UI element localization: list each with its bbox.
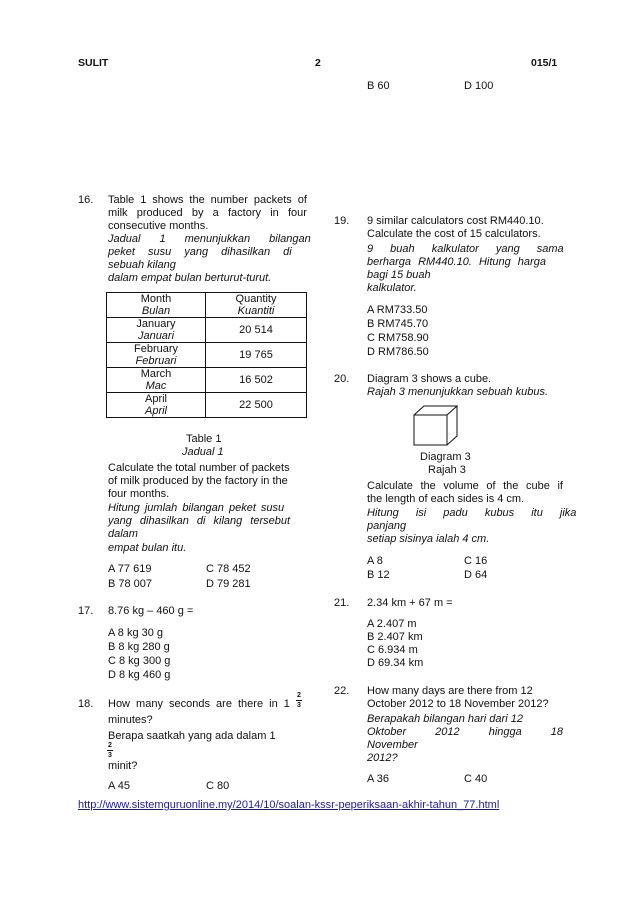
q17-option-d[interactable]: D 8 kg 460 g — [108, 669, 171, 681]
month-ms: Januari — [137, 330, 175, 342]
table-header-quantity — [206, 293, 307, 318]
q20-option-b[interactable]: B 12 — [367, 569, 390, 581]
q18-fraction-en — [296, 692, 302, 709]
q20-option-c[interactable]: C 16 — [464, 555, 488, 567]
q19-option-c[interactable]: C RM758.90 — [367, 332, 429, 344]
q22-en-line-1: How many days are there from 12 — [367, 685, 533, 697]
diagram-caption-en: Diagram 3 — [420, 451, 471, 463]
q16-ask-ms-2: yang dihasilkan di kilang tersebut — [108, 515, 291, 527]
prev-option-d: D 100 — [464, 80, 494, 92]
table-caption-en: Table 1 — [186, 433, 222, 445]
table-header-row — [107, 293, 307, 318]
q22-number: 22. — [334, 685, 350, 697]
q19-number: 19. — [334, 215, 350, 227]
q16-ask-en-2: of milk produced by the factory in the — [108, 475, 288, 487]
q21-text: 2.34 km + 67 m = — [367, 597, 453, 609]
q18-option-c[interactable]: C 80 — [206, 780, 230, 792]
q19-ms-line-3: bagi 15 buah — [367, 269, 431, 281]
q19-ms-line-2: berharga RM440.10. Hitung harga — [367, 256, 546, 268]
q20-number: 20. — [334, 373, 350, 385]
q22-ms-line-3: November — [367, 739, 418, 751]
q16-option-c[interactable]: C 78 452 — [206, 563, 251, 575]
fraction-numerator: 2 — [297, 692, 301, 699]
table-header-month — [107, 293, 206, 318]
paper-code: 015/1 — [531, 57, 558, 69]
header-sulit: SULIT — [78, 57, 109, 69]
q21-option-c[interactable]: C 6.934 m — [367, 644, 418, 656]
q16-ask-ms-4: empat bulan itu. — [108, 542, 187, 554]
q19-option-a[interactable]: A RM733.50 — [367, 304, 428, 316]
q20-en: Diagram 3 shows a cube. — [367, 373, 492, 385]
table-cell-month — [107, 343, 206, 368]
q22-ms-line-1: Berapakah bilangan hari dari 12 — [367, 713, 523, 725]
header-qty-en: Quantity — [235, 293, 277, 305]
table-row — [107, 368, 307, 393]
q18-fraction-ms — [107, 742, 113, 759]
fraction-denominator: 3 — [297, 702, 301, 709]
q16-number: 16. — [78, 194, 94, 206]
month-ms: April — [144, 405, 167, 417]
q18-en-line-1: How many seconds are there in 1 — [108, 698, 290, 710]
q19-ms-line-1: 9 buah kalkulator yang sama — [367, 243, 564, 255]
q16-ask-en-1: Calculate the total number of packets — [108, 462, 290, 474]
q16-en-line-1: Table 1 shows the number packets of — [108, 194, 307, 206]
q22-ms-line-4: 2012? — [367, 752, 398, 764]
fraction-denominator: 3 — [108, 752, 112, 759]
month-ms: Mac — [145, 380, 167, 392]
q18-option-a[interactable]: A 45 — [108, 780, 131, 792]
q16-ms-line-1: Jadual 1 menunjukkan bilangan — [108, 233, 311, 245]
q17-option-c[interactable]: C 8 kg 300 g — [108, 655, 171, 667]
table-row — [107, 318, 307, 343]
q17-text: 8.76 kg – 460 g = — [108, 605, 194, 617]
q16-ms-line-2: peket susu yang dihasilkan di — [108, 246, 292, 258]
fraction-numerator: 2 — [108, 742, 112, 749]
q21-option-b[interactable]: B 2.407 km — [367, 631, 423, 643]
q19-option-b[interactable]: B RM745.70 — [367, 318, 429, 330]
table-cell-quantity: 22 500 — [206, 393, 307, 418]
q22-ms-line-2: Oktober 2012 hingga 18 — [367, 726, 564, 738]
cube-diagram — [413, 405, 459, 447]
table-cell-month — [107, 368, 206, 393]
q18-ms-line-2: minit? — [108, 760, 138, 772]
q21-option-a[interactable]: A 2.407 m — [367, 618, 417, 630]
q16-option-d[interactable]: D 79 281 — [206, 578, 251, 590]
q18-ms-line-1: Berapa saatkah yang ada dalam 1 — [108, 730, 276, 742]
q18-number: 18. — [78, 698, 94, 710]
table-cell-quantity: 20 514 — [206, 318, 307, 343]
month-en: April — [144, 393, 167, 405]
q16-ask-ms-1: Hitung jumlah bilangan peket susu — [108, 502, 285, 514]
q22-en-line-2: October 2012 to 18 November 2012? — [367, 698, 549, 710]
month-en: January — [136, 318, 176, 330]
q16-ms-line-4: dalam empat bulan berturut-turut. — [108, 272, 272, 284]
table-row — [107, 393, 307, 418]
q18-en-line-2: minutes? — [108, 714, 153, 726]
diagram-caption-ms: Rajah 3 — [428, 464, 466, 476]
q20-option-a[interactable]: A 8 — [367, 555, 383, 567]
table-caption-ms: Jadual 1 — [182, 446, 224, 458]
header-month-en: Month — [140, 293, 172, 305]
source-url-link[interactable]: http://www.sistemguruonline.my/2014/10/soalan-kssr-peperiksaan-akhir-tahun_77.html — [78, 799, 500, 811]
table-1 — [106, 292, 307, 418]
q20-ask-ms-3: setiap sisinya ialah 4 cm. — [367, 533, 490, 545]
q22-option-a[interactable]: A 36 — [367, 773, 390, 785]
month-ms: Februari — [135, 355, 177, 367]
q19-ms-line-4: kalkulator. — [367, 282, 417, 294]
q16-en-line-2: milk produced by a factory in four — [108, 207, 307, 219]
q21-option-d[interactable]: D 69.34 km — [367, 657, 424, 669]
table-cell-quantity: 16 502 — [206, 368, 307, 393]
page-number: 2 — [315, 57, 321, 69]
q16-en-line-3: consecutive months. — [108, 220, 209, 232]
q20-ask-ms-1: Hitung isi padu kubus itu jika — [367, 507, 577, 519]
q22-option-c[interactable]: C 40 — [464, 773, 488, 785]
header-qty-ms: Kuantiti — [237, 305, 275, 317]
table-cell-month — [107, 393, 206, 418]
q17-option-a[interactable]: A 8 kg 30 g — [108, 627, 164, 639]
q19-option-d[interactable]: D RM786.50 — [367, 346, 429, 358]
q20-option-d[interactable]: D 64 — [464, 569, 488, 581]
table-cell-month — [107, 318, 206, 343]
table-row — [107, 343, 307, 368]
q17-number: 17. — [78, 605, 94, 617]
q16-ask-ms-3: dalam — [108, 528, 138, 540]
q16-ms-line-3: sebuah kilang — [108, 259, 176, 271]
q21-number: 21. — [334, 597, 350, 609]
q17-option-b[interactable]: B 8 kg 280 g — [108, 641, 170, 653]
q20-ms: Rajah 3 menunjukkan sebuah kubus. — [367, 386, 549, 398]
q20-ask-ms-2: panjang — [367, 520, 407, 532]
q19-en-line-2: Calculate the cost of 15 calculators. — [367, 228, 541, 240]
prev-option-b: B 60 — [367, 80, 390, 92]
table-cell-quantity: 19 765 — [206, 343, 307, 368]
q19-en-line-1: 9 similar calculators cost RM440.10. — [367, 215, 544, 227]
q16-option-a[interactable]: A 77 619 — [108, 563, 152, 575]
month-en: March — [140, 368, 172, 380]
q16-option-b[interactable]: B 78 007 — [108, 578, 153, 590]
q20-ask-en-1: Calculate the volume of the cube if — [367, 480, 563, 492]
q16-ask-en-3: four months. — [108, 488, 170, 500]
month-en: February — [133, 343, 179, 355]
header-month-ms: Bulan — [141, 305, 171, 317]
q20-ask-en-2: the length of each sides is 4 cm. — [367, 493, 525, 505]
